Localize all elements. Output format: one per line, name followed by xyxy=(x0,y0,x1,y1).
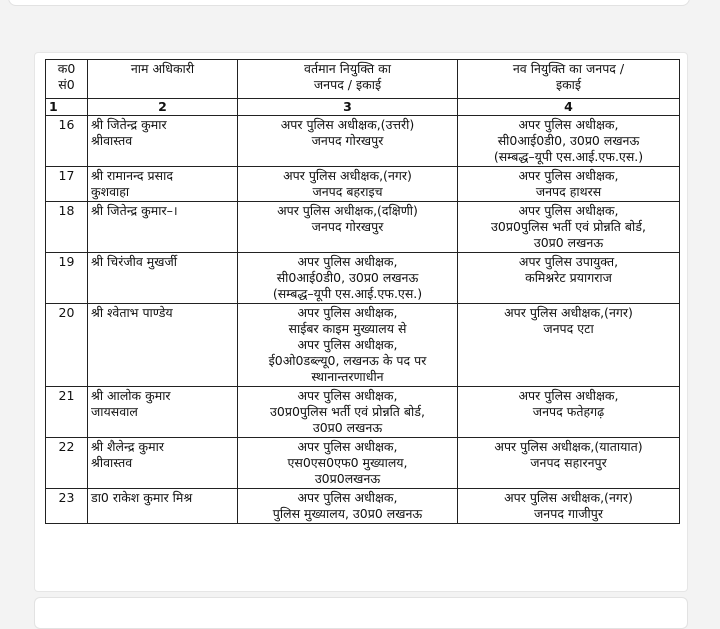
current-posting: अपर पुलिस अधीक्षक,(उत्तरी) जनपद गोरखपुर xyxy=(238,116,458,167)
officer-name: श्री रामानन्द प्रसाद कुशवाहा xyxy=(88,167,238,202)
header-serial: क0 सं0 xyxy=(46,60,88,99)
column-index: 2 xyxy=(88,99,238,116)
serial-number: 21 xyxy=(46,387,88,438)
new-posting: अपर पुलिस उपायुक्त, कमिश्नरेट प्रयागराज xyxy=(458,253,680,304)
table-row xyxy=(46,167,680,202)
officer-name: डा0 राकेश कुमार मिश्र xyxy=(88,489,238,524)
officer-name: श्री श्वेताभ पाण्डेय xyxy=(88,304,238,387)
current-posting: अपर पुलिस अधीक्षक, सी0आई0डी0, उ0प्र0 लखनऊ (सम्बद्ध–यूपी एस.आई.एफ.एस.) xyxy=(238,253,458,304)
new-posting: अपर पुलिस अधीक्षक, जनपद हाथरस xyxy=(458,167,680,202)
officer-name: श्री आलोक कुमार जायसवाल xyxy=(88,387,238,438)
column-index: 4 xyxy=(458,99,680,116)
header-row xyxy=(46,60,680,99)
new-posting: अपर पुलिस अधीक्षक,(नगर) जनपद एटा xyxy=(458,304,680,387)
new-posting: अपर पुलिस अधीक्षक, उ0प्र0पुलिस भर्ती एवं प्रोन्नति बोर्ड, उ0प्र0 लखनऊ xyxy=(458,202,680,253)
column-index-row xyxy=(46,99,680,116)
next-card-edge xyxy=(34,597,688,629)
table-row xyxy=(46,387,680,438)
serial-number: 22 xyxy=(46,438,88,489)
document-card xyxy=(34,52,688,592)
header-current-posting: वर्तमान नियुक्ति का जनपद / इकाई xyxy=(238,60,458,99)
officer-name: श्री जितेन्द्र कुमार–। xyxy=(88,202,238,253)
current-posting: अपर पुलिस अधीक्षक, उ0प्र0पुलिस भर्ती एवं प्रोन्नति बोर्ड, उ0प्र0 लखनऊ xyxy=(238,387,458,438)
table-row xyxy=(46,116,680,167)
header-officer-name: नाम अधिकारी xyxy=(88,60,238,99)
column-index: 3 xyxy=(238,99,458,116)
transfer-orders-table xyxy=(45,59,680,524)
serial-number: 16 xyxy=(46,116,88,167)
table-row xyxy=(46,438,680,489)
current-posting: अपर पुलिस अधीक्षक,(दक्षिणी) जनपद गोरखपुर xyxy=(238,202,458,253)
officer-name: श्री शैलेन्द्र कुमार श्रीवास्तव xyxy=(88,438,238,489)
current-posting: अपर पुलिस अधीक्षक, साईबर काइम मुख्यालय से अपर पुलिस अधीक्षक, ई0ओ0डब्ल्यू0, लखनऊ के पद पर स्थानान्तरणाधीन xyxy=(238,304,458,387)
table-row xyxy=(46,304,680,387)
new-posting: अपर पुलिस अधीक्षक,(यातायात) जनपद सहारनपुर xyxy=(458,438,680,489)
new-posting: अपर पुलिस अधीक्षक,(नगर) जनपद गाजीपुर xyxy=(458,489,680,524)
header-new-posting: नव नियुक्ति का जनपद / इकाई xyxy=(458,60,680,99)
column-index: 1 xyxy=(46,99,88,116)
previous-card-edge xyxy=(8,0,690,6)
new-posting: अपर पुलिस अधीक्षक, जनपद फतेहगढ़ xyxy=(458,387,680,438)
table-row xyxy=(46,202,680,253)
officer-name: श्री चिरंजीव मुखर्जी xyxy=(88,253,238,304)
new-posting: अपर पुलिस अधीक्षक, सी0आई0डी0, उ0प्र0 लखनऊ (सम्बद्ध–यूपी एस.आई.एफ.एस.) xyxy=(458,116,680,167)
current-posting: अपर पुलिस अधीक्षक, एस0एस0एफ0 मुख्यालय, उ0प्र0लखनऊ xyxy=(238,438,458,489)
current-posting: अपर पुलिस अधीक्षक,(नगर) जनपद बहराइच xyxy=(238,167,458,202)
table-row xyxy=(46,489,680,524)
serial-number: 23 xyxy=(46,489,88,524)
officer-name: श्री जितेन्द्र कुमार श्रीवास्तव xyxy=(88,116,238,167)
serial-number: 17 xyxy=(46,167,88,202)
current-posting: अपर पुलिस अधीक्षक, पुलिस मुख्यालय, उ0प्र0 लखनऊ xyxy=(238,489,458,524)
table-row xyxy=(46,253,680,304)
serial-number: 20 xyxy=(46,304,88,387)
serial-number: 19 xyxy=(46,253,88,304)
serial-number: 18 xyxy=(46,202,88,253)
